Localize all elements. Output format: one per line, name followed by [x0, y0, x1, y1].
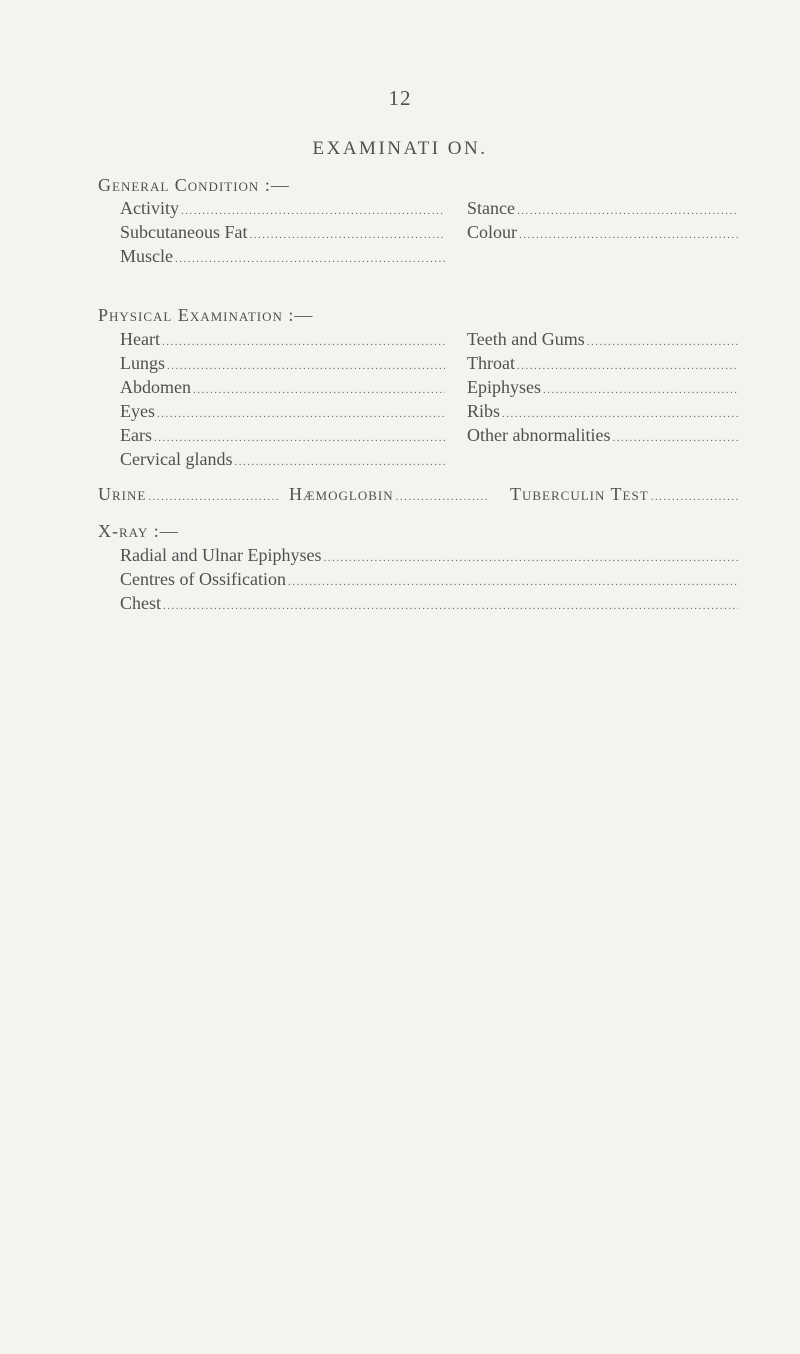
field-lungs[interactable]	[120, 353, 445, 377]
fill-line	[517, 206, 738, 217]
fill-line	[323, 553, 738, 564]
fill-line	[148, 492, 278, 503]
fill-line	[162, 337, 445, 348]
field-label: Cervical glands	[120, 449, 233, 469]
fill-line	[502, 409, 738, 420]
field-label: Muscle	[120, 246, 173, 266]
field-activity[interactable]	[120, 198, 445, 222]
field-tuberculin-test[interactable]	[510, 484, 738, 508]
page-title: EXAMINATI ON.	[312, 138, 488, 159]
field-haemoglobin[interactable]	[289, 484, 489, 508]
field-label: Radial and Ulnar Epiphyses	[120, 545, 322, 565]
field-label: Ribs	[467, 401, 501, 421]
fill-line	[396, 492, 489, 503]
field-heart[interactable]	[120, 329, 445, 353]
page-number: 12	[388, 86, 412, 110]
fill-line	[167, 361, 445, 372]
field-stance[interactable]	[467, 198, 738, 222]
fill-line	[587, 337, 738, 348]
field-label: Tuberculin Test	[510, 484, 649, 504]
field-radial-ulnar-epiphyses[interactable]	[120, 545, 738, 569]
field-label: Colour	[467, 222, 518, 242]
field-urine[interactable]	[98, 484, 278, 508]
field-label: Ears	[120, 425, 152, 445]
fill-line	[163, 601, 738, 612]
fill-line	[181, 206, 445, 217]
fill-line	[519, 230, 738, 241]
field-label: Stance	[467, 198, 515, 218]
fill-line	[517, 361, 738, 372]
field-label: Throat	[467, 353, 515, 373]
field-eyes[interactable]	[120, 401, 445, 425]
field-label: Urine	[98, 484, 147, 504]
field-ears[interactable]	[120, 425, 445, 449]
field-teeth-and-gums[interactable]	[467, 329, 738, 353]
general-condition-heading: General Condition :—	[98, 175, 290, 195]
physical-examination-heading: Physical Examination :—	[98, 305, 314, 325]
field-label: Centres of Ossification	[120, 569, 286, 589]
field-subcutaneous-fat[interactable]	[120, 222, 445, 246]
fill-line	[543, 385, 738, 396]
fill-line	[234, 457, 445, 468]
field-muscle[interactable]	[120, 246, 445, 270]
field-abdomen[interactable]	[120, 377, 445, 401]
field-label: Heart	[120, 329, 160, 349]
fill-line	[288, 577, 738, 588]
fill-line	[612, 433, 738, 444]
field-label: Subcutaneous Fat	[120, 222, 248, 242]
field-throat[interactable]	[467, 353, 738, 377]
fill-line	[157, 409, 445, 420]
field-label: Eyes	[120, 401, 155, 421]
field-label: Activity	[120, 198, 179, 218]
field-label: Teeth and Gums	[467, 329, 585, 349]
field-colour[interactable]	[467, 222, 738, 246]
field-epiphyses[interactable]	[467, 377, 738, 401]
fill-line	[193, 385, 445, 396]
field-other-abnormalities[interactable]	[467, 425, 738, 449]
field-ribs[interactable]	[467, 401, 738, 425]
field-label: Hæmoglobin	[289, 484, 394, 504]
field-label: Lungs	[120, 353, 165, 373]
fill-line	[651, 492, 738, 503]
field-centres-of-ossification[interactable]	[120, 569, 738, 593]
fill-line	[250, 230, 446, 241]
field-chest[interactable]	[120, 593, 738, 617]
field-label: Epiphyses	[467, 377, 541, 397]
field-label: Other abnormalities	[467, 425, 611, 445]
fill-line	[175, 254, 445, 265]
xray-heading: X-ray :—	[98, 521, 179, 541]
field-label: Abdomen	[120, 377, 191, 397]
field-label: Chest	[120, 593, 162, 613]
fill-line	[154, 433, 445, 444]
field-cervical-glands[interactable]	[120, 449, 445, 473]
